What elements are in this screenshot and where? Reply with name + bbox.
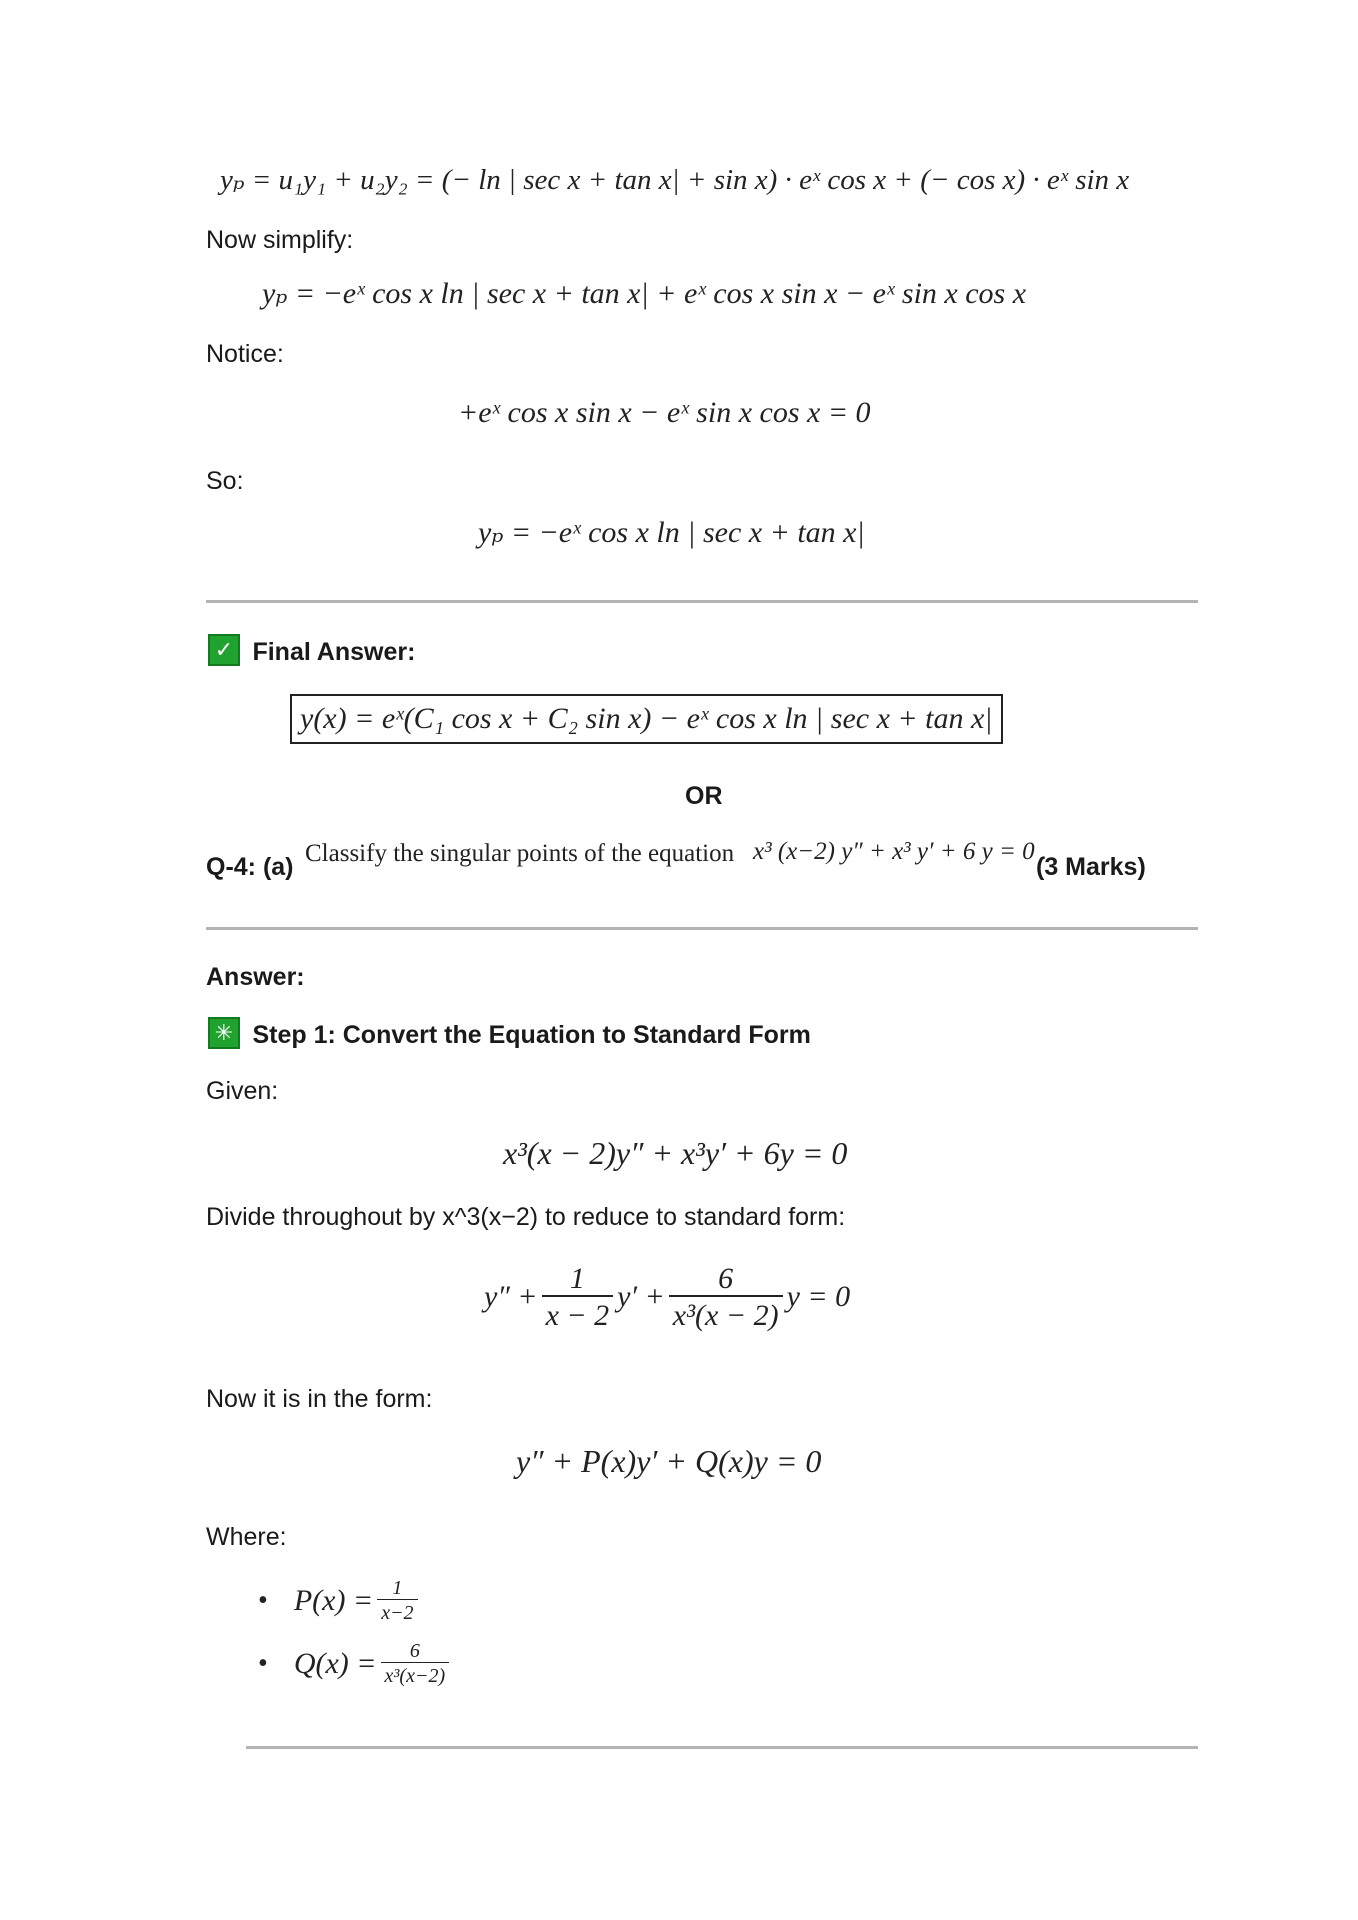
bullet-p-denominator: x−2 [377,1599,417,1624]
divider [206,600,1198,603]
final-answer-equation: y(x) = eˣ(C₁ cos x + C₂ sin x) − eˣ cos x ln | sec x + tan x| [290,694,1003,744]
answer-label: Answer: [206,963,305,991]
std-fraction-1 [542,1262,614,1332]
bullet-dot: • [258,1647,268,1679]
bullet-p [258,1577,422,1624]
bullet-p-fraction [377,1577,417,1624]
equation-cancel: +eˣ cos x sin x − eˣ sin x cos x = 0 [458,396,871,429]
label-where: Where: [206,1523,287,1551]
equation-form: y″ + P(x)y′ + Q(x)y = 0 [516,1443,822,1479]
bullet-q-lhs: Q(x) = [293,1646,377,1680]
check-mark-icon: ✓ [208,634,240,666]
std-frac2-denominator: x³(x − 2) [669,1295,783,1332]
question-marks: (3 Marks) [1036,853,1146,881]
std-frac1-denominator: x − 2 [542,1295,614,1332]
label-form: Now it is in the form: [206,1385,433,1413]
label-notice: Notice: [206,340,284,368]
equation-given: x³(x − 2)y″ + x³y′ + 6y = 0 [503,1135,848,1171]
std-tail: y = 0 [786,1280,851,1313]
std-mid: y′ + [617,1280,665,1313]
divide-text: Divide throughout by x^3(x−2) to reduce to standard form: [206,1203,846,1231]
bullet-q-numerator: 6 [409,1640,420,1662]
bullet-q-denominator: x³(x−2) [381,1662,450,1687]
bullet-q [258,1640,453,1687]
bullet-p-numerator: 1 [392,1577,403,1599]
asterisk-icon: ✳ [208,1017,240,1049]
label-so: So: [206,467,244,495]
equation-yp-final: yₚ = −eˣ cos x ln | sec x + tan x| [478,516,865,549]
divider [246,1746,1198,1749]
label-now-simplify: Now simplify: [206,226,354,254]
std-fraction-2 [669,1262,783,1332]
equation-yp-expanded: yₚ = −eˣ cos x ln | sec x + tan x| + eˣ cos x sin x − eˣ sin x cos x [262,277,1027,310]
final-answer-label: Final Answer: [252,638,416,667]
std-frac1-numerator: 1 [569,1262,585,1295]
label-given: Given: [206,1077,279,1105]
step1-heading [208,1017,811,1050]
or-label: OR [685,782,723,810]
std-lead: y″ + [484,1280,538,1313]
bullet-q-fraction [381,1640,450,1687]
std-frac2-numerator: 6 [718,1262,734,1295]
step1-label: Step 1: Convert the Equation to Standard Form [252,1021,811,1050]
divider [206,927,1198,930]
question-text: Classify the singular points of the equation [305,840,735,867]
equation-standard [484,1262,850,1332]
bullet-dot: • [258,1584,268,1616]
equation-yp-sum: yₚ = u₁y₁ + u₂y₂ = (− ln | sec x + tan x| + sin x) · eˣ cos x + (− cos x) · eˣ sin x [220,164,1130,196]
final-answer-heading [208,634,415,667]
question-equation: x³ (x−2) y″ + x³ y′ + 6 y = 0 . [753,838,1048,865]
bullet-p-lhs: P(x) = [293,1583,374,1617]
question-number: Q-4: (a) [206,853,294,881]
